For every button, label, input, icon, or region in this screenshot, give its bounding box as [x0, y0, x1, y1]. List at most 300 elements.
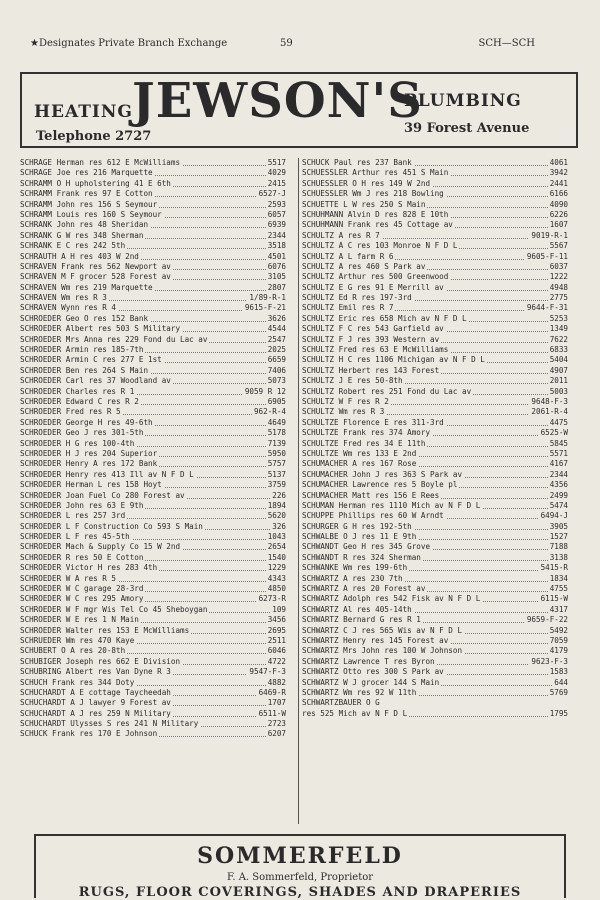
listing-text: SCHWARTZ Bernard G res R 1 — [302, 615, 421, 625]
listing-phone: 5474 — [549, 500, 568, 510]
listing-entry — [20, 594, 286, 604]
listing-entry — [302, 210, 568, 220]
listing-text: SCHROEDER Henry res 413 Ill av N F D L — [20, 469, 194, 479]
listing-entry — [20, 283, 286, 293]
listing-entry — [302, 626, 568, 636]
listing-phone: 2723 — [267, 719, 286, 729]
listing-entry — [20, 293, 286, 303]
listing-entry — [302, 189, 568, 199]
listing-entry — [20, 387, 286, 397]
listing-text: SCHULTZ A res R 7 — [302, 230, 380, 240]
listing-entry — [302, 491, 568, 501]
listing-text: SCHROEDER Henry A res 172 Bank — [20, 459, 158, 469]
listing-text: SCHROEDER W C res 295 Amory — [20, 594, 144, 604]
listing-phone: 1894 — [267, 500, 286, 510]
listing-text: SCHUPPE Phillips res 60 W Arndt — [302, 511, 444, 521]
listing-phone: 5950 — [267, 448, 286, 458]
listing-entry — [20, 480, 286, 490]
listing-phone: 4317 — [549, 604, 568, 614]
listing-text: SCHROEDER George H res 49-6th — [20, 417, 153, 427]
listing-phone: 1540 — [267, 552, 286, 562]
listing-phone: 9059 R 12 — [244, 386, 286, 396]
listing-phone: 6057 — [267, 209, 286, 219]
listing-text: SCHULTZ Wm res R 3 — [302, 407, 385, 417]
listing-phone: 4882 — [267, 677, 286, 687]
listing-entry — [302, 220, 568, 230]
listing-entry — [20, 688, 286, 698]
left-column — [20, 158, 286, 740]
listing-phone: 3518 — [267, 241, 286, 251]
ad-heating: HEATING — [34, 102, 133, 122]
listing-text: SCHUCK Paul res 237 Bank — [302, 158, 412, 167]
listing-entry — [302, 501, 568, 511]
listing-phone: 2499 — [549, 490, 568, 500]
listing-phone: 2511 — [267, 635, 286, 645]
listing-text: SCHUBRING Albert res Van Dyne R 3 — [20, 667, 171, 677]
listing-text: SCHROEDER Armin C res 277 E 1st — [20, 355, 162, 365]
listing-entry — [302, 667, 568, 677]
listing-phone: 2654 — [267, 542, 286, 552]
listing-entry — [20, 615, 286, 625]
listing-text: SCHWARTZBAUER O G — [302, 698, 380, 708]
listing-phone: 5073 — [267, 376, 286, 386]
ad-address: 39 Forest Avenue — [404, 121, 530, 136]
listing-entry — [20, 252, 286, 262]
listing-entry — [302, 646, 568, 656]
listing-entry — [20, 428, 286, 438]
directory-listings — [20, 158, 580, 824]
listing-text: SCHROEDER Joan Fuel Co 280 Forest av — [20, 490, 185, 500]
footer-ad-tagline: RUGS, FLOOR COVERINGS, SHADES AND DRAPERIES — [78, 885, 522, 900]
listing-entry — [302, 615, 568, 625]
listing-entry — [302, 688, 568, 698]
listing-text: SCHULTZ E G res 91 E Merrill av — [302, 282, 444, 292]
listing-entry — [20, 501, 286, 511]
listing-phone: 5415-R — [540, 563, 568, 573]
listing-text: SCHROEDER Herman L res 158 Hoyt — [20, 480, 162, 490]
listing-text: SCHUCHARDT A E cottage Taycheedah — [20, 687, 171, 697]
listing-text: SCHUMACHER A res 167 Rose — [302, 459, 417, 469]
listing-text: SCHROEDER L F Construction Co 593 S Main — [20, 521, 203, 531]
listing-entry — [20, 511, 286, 521]
listing-text: SCHROEDER W C garage 28-3rd — [20, 584, 144, 594]
listing-phone: 6494-J — [540, 511, 568, 521]
listing-phone: 326 — [272, 521, 286, 531]
listing-phone: 4907 — [549, 365, 568, 375]
listing-entry — [302, 522, 568, 532]
listing-entry — [20, 636, 286, 646]
listing-phone: 1043 — [267, 532, 286, 542]
listing-phone: 7059 — [549, 635, 568, 645]
listing-text: SCHWARTZ A res 20 Forest av — [302, 584, 426, 594]
listing-entry — [20, 303, 286, 313]
listing-text: SCHUBERT O A res 20-8th — [20, 646, 126, 656]
listing-text: SCHUESSLER Wm J res 218 Bowling — [302, 189, 444, 199]
right-column — [302, 158, 568, 719]
listing-phone: 5567 — [549, 241, 568, 251]
listing-text: SCHULTZ H C res 1106 Michigan av N F D L — [302, 355, 485, 365]
listing-phone: 4755 — [549, 584, 568, 594]
listing-text: SCHRAMM Frank res 97 E Cotton — [20, 189, 153, 199]
listing-text: SCHROEDER R res 50 E Cotton — [20, 552, 144, 562]
listing-phone: 2344 — [549, 469, 568, 479]
listing-text: SCHRAUTH A H res 403 W 2nd — [20, 251, 139, 261]
listing-text: SCHWARTZ Otto res 300 S Park av — [302, 667, 444, 677]
listing-phone: 4179 — [549, 646, 568, 656]
listing-entry — [20, 719, 286, 729]
listing-phone: 1/89-R-1 — [249, 293, 286, 303]
listing-entry — [20, 563, 286, 573]
listing-phone: 962-R-4 — [253, 407, 286, 417]
listing-entry — [20, 200, 286, 210]
listing-entry — [20, 553, 286, 563]
listing-phone: 644 — [554, 677, 568, 687]
listing-entry — [302, 376, 568, 386]
listing-entry — [302, 366, 568, 376]
listing-entry — [20, 345, 286, 355]
listing-text: SCHUESSLER O H res 149 W 2nd — [302, 178, 431, 188]
listing-entry — [302, 179, 568, 189]
listing-text: SCHWARTZ W J grocer 144 S Main — [302, 677, 440, 687]
listing-entry — [20, 574, 286, 584]
listing-text: SCHULTZ Herbert res 143 Forest — [302, 365, 440, 375]
ad-telephone: Telephone 2727 — [36, 129, 152, 144]
listing-text: SCHRAMM O H upholstering 41 E 6th — [20, 178, 171, 188]
listing-phone: 2025 — [267, 345, 286, 355]
listing-entry — [20, 397, 286, 407]
listing-entry — [302, 158, 568, 168]
listing-entry — [20, 470, 286, 480]
listing-text: SCHRANK E C res 242 5th — [20, 241, 126, 251]
footer-ad-name: SOMMERFELD — [197, 843, 403, 869]
listing-text: SCHUMACHER Matt res 156 E Rees — [302, 490, 440, 500]
listing-phone: 5845 — [549, 438, 568, 448]
listing-entry — [302, 293, 568, 303]
listing-text: SCHRAMM Louis res 160 S Seymour — [20, 209, 162, 219]
listing-text: SCHUMACHER Lawrence res 5 Boyle pl — [302, 480, 458, 490]
listing-entry — [302, 335, 568, 345]
listing-text: SCHWARTZ Henry res 145 Forest av — [302, 635, 449, 645]
listing-entry — [20, 584, 286, 594]
listing-text: SCHULTZE Frank res 374 Amory — [302, 428, 431, 438]
listing-phone: 4501 — [267, 251, 286, 261]
listing-entry — [20, 355, 286, 365]
listing-text: SCHROEDER Geo O res 152 Bank — [20, 313, 149, 323]
listing-text: SCHUESSLER Arthur res 451 S Main — [302, 168, 449, 178]
listing-entry — [302, 168, 568, 178]
listing-phone: 5620 — [267, 511, 286, 521]
listing-text: SCHROEDER Walter res 153 E McWilliams — [20, 625, 190, 635]
listing-text: SCHULTZ F J res 393 Western av — [302, 334, 440, 344]
listing-phone: 6905 — [267, 396, 286, 406]
listing-text: SCHROEDER Carl res 37 Woodland av — [20, 376, 171, 386]
listing-text: SCHUCHARDT A J res 259 N Military — [20, 708, 171, 718]
listing-phone: 9019-R-1 — [531, 230, 568, 240]
listing-text: SCHUHMANN Frank res 45 Cottage av — [302, 220, 453, 230]
listing-phone: 6939 — [267, 220, 286, 230]
listing-text: SCHULTZ A L farm R 6 — [302, 251, 394, 261]
listing-phone: 6046 — [267, 646, 286, 656]
listing-phone: 9659-F-22 — [526, 615, 568, 625]
listing-text: SCHULTZ J E res 50-8th — [302, 376, 403, 386]
listing-phone: 2775 — [549, 293, 568, 303]
sommerfeld-advertisement — [34, 834, 566, 898]
listing-entry — [20, 709, 286, 719]
listing-text: SCHROEDER Ben res 264 S Main — [20, 365, 149, 375]
listing-entry — [302, 324, 568, 334]
listing-phone: 2807 — [267, 282, 286, 292]
listing-phone: 5492 — [549, 625, 568, 635]
listing-phone: 9648-F-3 — [531, 396, 568, 406]
listing-phone: 2695 — [267, 625, 286, 635]
listing-text: SCHWARTZ Adolph res 542 Fisk av N F D L — [302, 594, 481, 604]
listing-text: SCHROEDER Armin res 185-7th — [20, 345, 144, 355]
listing-phone: 6076 — [267, 261, 286, 271]
listing-entry — [302, 387, 568, 397]
listing-phone: 4090 — [549, 199, 568, 209]
listing-phone: 7188 — [549, 542, 568, 552]
listing-text: SCHRAVEN Wm res 219 Marquette — [20, 282, 153, 292]
listing-phone: 6226 — [549, 209, 568, 219]
listing-phone: 4722 — [267, 656, 286, 666]
listing-phone: 6166 — [549, 189, 568, 199]
listing-text: SCHRAMM John res 156 S Seymour — [20, 199, 158, 209]
listing-text: SCHWARTZ C J res 565 Wis av N F D L — [302, 625, 463, 635]
listing-phone: 1583 — [549, 667, 568, 677]
listing-entry — [20, 168, 286, 178]
listing-entry — [20, 439, 286, 449]
listing-text: SCHUCH Frank res 344 Doty — [20, 677, 135, 687]
listing-phone: 2344 — [267, 230, 286, 240]
listing-phone: 7622 — [549, 334, 568, 344]
footer-ad-proprietor: F. A. Sommerfeld, Proprietor — [226, 872, 374, 883]
listing-text: SCHUMACHER John J res 363 S Park av — [302, 469, 463, 479]
listing-phone: 109 — [272, 604, 286, 614]
listing-entry — [302, 241, 568, 251]
listing-phone: 6273-R — [258, 594, 286, 604]
listing-phone: 1229 — [267, 563, 286, 573]
listing-phone: 6833 — [549, 345, 568, 355]
listing-entry — [302, 698, 568, 708]
listing-phone: 5404 — [549, 355, 568, 365]
listing-entry — [20, 210, 286, 220]
listing-phone: 5253 — [549, 313, 568, 323]
listing-phone: 5517 — [267, 158, 286, 167]
listing-entry — [302, 636, 568, 646]
listing-entry — [20, 729, 286, 739]
listing-text: SCHRUEDER Wm res 470 Kaye — [20, 635, 135, 645]
listing-phone: 1707 — [267, 698, 286, 708]
listing-phone: 2011 — [549, 376, 568, 386]
listing-text: SCHULTZ Robert res 251 Fond du Lac av — [302, 386, 472, 396]
header-range: SCH—SCH — [478, 38, 535, 49]
listing-entry — [20, 646, 286, 656]
listing-text: SCHUCHARDT A J lawyer 9 Forest av — [20, 698, 171, 708]
listing-phone: 226 — [272, 490, 286, 500]
listing-text: SCHULTZ Ed R res 197-3rd — [302, 293, 412, 303]
listing-entry — [20, 491, 286, 501]
listing-phone: 4343 — [267, 573, 286, 583]
listing-phone: 3626 — [267, 313, 286, 323]
listing-entry — [302, 418, 568, 428]
listing-phone: 1527 — [549, 532, 568, 542]
listing-text: SCHUHMANN Alvin D res 828 E 10th — [302, 209, 449, 219]
listing-entry — [20, 418, 286, 428]
listing-entry — [20, 698, 286, 708]
listing-entry — [302, 511, 568, 521]
listing-text: SCHUETTE L W res 250 S Main — [302, 199, 426, 209]
listing-text: SCHROEDER Victor H res 283 4th — [20, 563, 158, 573]
listing-text: SCHROEDER W E res 1 N Main — [20, 615, 139, 625]
listing-phone: 2061-R-4 — [531, 407, 568, 417]
listing-text: SCHRAGE Joe res 216 Marquette — [20, 168, 153, 178]
page-header — [30, 38, 580, 52]
listing-phone: 9605-F-11 — [526, 251, 568, 261]
listing-entry — [302, 355, 568, 365]
listing-entry — [302, 449, 568, 459]
listing-phone: 9644-F-31 — [526, 303, 568, 313]
listing-text: SCHULTZ A res 460 S Park av — [302, 261, 426, 271]
listing-text: SCHROEDER L F res 45-5th — [20, 532, 130, 542]
listing-text: SCHUCHARDT Ulysses S res 241 N Military — [20, 719, 199, 729]
listing-text: SCHRAVEN Wynn res R 4 — [20, 303, 117, 313]
listing-phone: 6525-W — [540, 428, 568, 438]
listing-entry — [20, 241, 286, 251]
listing-text: SCHWANDT R res 324 Sherman — [302, 552, 421, 562]
listing-phone: 9623-F-3 — [531, 656, 568, 666]
listing-entry — [20, 262, 286, 272]
listing-entry — [20, 667, 286, 677]
jewsons-advertisement — [20, 72, 578, 148]
listing-text: res 525 Mich av N F D L — [302, 708, 408, 718]
listing-text: SCHWALBE O J res 11 E 9th — [302, 532, 417, 542]
listing-entry — [302, 231, 568, 241]
listing-phone: 6659 — [267, 355, 286, 365]
listing-text: SCHROEDER Charles res R 1 — [20, 386, 135, 396]
listing-text: SCHROEDER Edward C res R 2 — [20, 396, 139, 406]
listing-phone: 4167 — [549, 459, 568, 469]
listing-text: SCHRAGE Herman res 612 E McWilliams — [20, 158, 181, 167]
listing-phone: 4544 — [267, 324, 286, 334]
listing-entry — [302, 678, 568, 688]
listing-phone: 3905 — [549, 521, 568, 531]
listing-entry — [302, 584, 568, 594]
listing-entry — [20, 179, 286, 189]
listing-phone: 4475 — [549, 417, 568, 427]
listing-phone: 6511-W — [258, 708, 286, 718]
listing-entry — [302, 459, 568, 469]
listing-phone: 3759 — [267, 480, 286, 490]
listing-text: SCHULTZE Wm res 133 E 2nd — [302, 448, 417, 458]
listing-phone: 4061 — [549, 158, 568, 167]
listing-phone: 4948 — [549, 282, 568, 292]
listing-phone: 6469-R — [258, 687, 286, 697]
listing-entry — [20, 407, 286, 417]
listing-entry — [302, 470, 568, 480]
listing-phone: 1834 — [549, 573, 568, 583]
listing-entry — [302, 709, 568, 719]
listing-phone: 2593 — [267, 199, 286, 209]
listing-text: SCHWARTZ Lawrence T res Byron — [302, 656, 435, 666]
listing-phone: 3105 — [267, 272, 286, 282]
listing-text: SCHROEDER Fred res R 5 — [20, 407, 121, 417]
listing-entry — [302, 272, 568, 282]
listing-entry — [20, 272, 286, 282]
listing-phone: 2547 — [267, 334, 286, 344]
listing-phone: 5003 — [549, 386, 568, 396]
listing-entry — [20, 220, 286, 230]
listing-text: SCHURGER G H res 192-5th — [302, 521, 412, 531]
listing-text: SCHROEDER John res 63 E 9th — [20, 500, 144, 510]
listing-text: SCHROEDER Geo J res 301-5th — [20, 428, 144, 438]
listing-text: SCHRANK John res 48 Sheridan — [20, 220, 149, 230]
listing-entry — [302, 542, 568, 552]
listing-entry — [20, 532, 286, 542]
listing-entry — [20, 324, 286, 334]
listing-phone: 6527-J — [258, 189, 286, 199]
listing-phone: 6207 — [267, 729, 286, 739]
listing-phone: 2441 — [549, 178, 568, 188]
listing-phone: 5769 — [549, 687, 568, 697]
listing-phone: 2415 — [267, 178, 286, 188]
listing-text: SCHROEDER H J res 204 Superior — [20, 448, 158, 458]
ad-plumbing: PLUMBING — [404, 91, 522, 111]
listing-text: SCHWANKE Wm res 199-6th — [302, 563, 408, 573]
listing-entry — [20, 314, 286, 324]
listing-phone: 3942 — [549, 168, 568, 178]
listing-entry — [302, 439, 568, 449]
listing-phone: 1607 — [549, 220, 568, 230]
listing-phone: 4850 — [267, 584, 286, 594]
listing-text: SCHRAVEN Frank res 562 Newport av — [20, 261, 171, 271]
listing-entry — [20, 231, 286, 241]
listing-phone: 5137 — [267, 469, 286, 479]
listing-text: SCHUCK Frank res 170 E Johnson — [20, 729, 158, 739]
listing-text: SCHROEDER W F mgr Wis Tel Co 45 Sheboygan — [20, 604, 208, 614]
listing-entry — [302, 200, 568, 210]
listing-text: SCHWARTZ Wm res 92 W 11th — [302, 687, 417, 697]
listing-text: SCHROEDER Mrs Anna res 229 Fond du Lac av — [20, 334, 208, 344]
listing-entry — [302, 480, 568, 490]
listing-entry — [302, 283, 568, 293]
header-note: ★Designates Private Branch Exchange — [30, 38, 228, 49]
listing-text: SCHWANDT Geo H res 345 Grove — [302, 542, 431, 552]
listing-text: SCHULTZ Fred res 63 E McWilliams — [302, 345, 449, 355]
listing-entry — [20, 626, 286, 636]
listing-text: SCHULTZ F C res 543 Garfield av — [302, 324, 444, 334]
listing-text: SCHULTZ Emil res R 7 — [302, 303, 394, 313]
listing-entry — [302, 262, 568, 272]
listing-phone: 7139 — [267, 438, 286, 448]
listing-entry — [20, 678, 286, 688]
listing-text: SCHWARTZ A res 230 7th — [302, 573, 403, 583]
ad-company-name: JEWSON'S — [132, 73, 423, 129]
listing-text: SCHROEDER L res 257 3rd — [20, 511, 126, 521]
listing-entry — [302, 303, 568, 313]
listing-phone: 5571 — [549, 448, 568, 458]
listing-phone: 9615-F-21 — [244, 303, 286, 313]
listing-text: SCHRAVEN Wm res R 3 — [20, 293, 107, 303]
listing-text: SCHROEDER Mach & Supply Co 15 W 2nd — [20, 542, 181, 552]
listing-entry — [20, 522, 286, 532]
listing-text: SCHWARTZ Mrs John res 100 W Johnson — [302, 646, 463, 656]
page-number: 59 — [280, 38, 293, 49]
listing-entry — [20, 459, 286, 469]
listing-entry — [20, 449, 286, 459]
listing-phone: 4029 — [267, 168, 286, 178]
listing-entry — [302, 407, 568, 417]
column-divider — [298, 158, 299, 824]
